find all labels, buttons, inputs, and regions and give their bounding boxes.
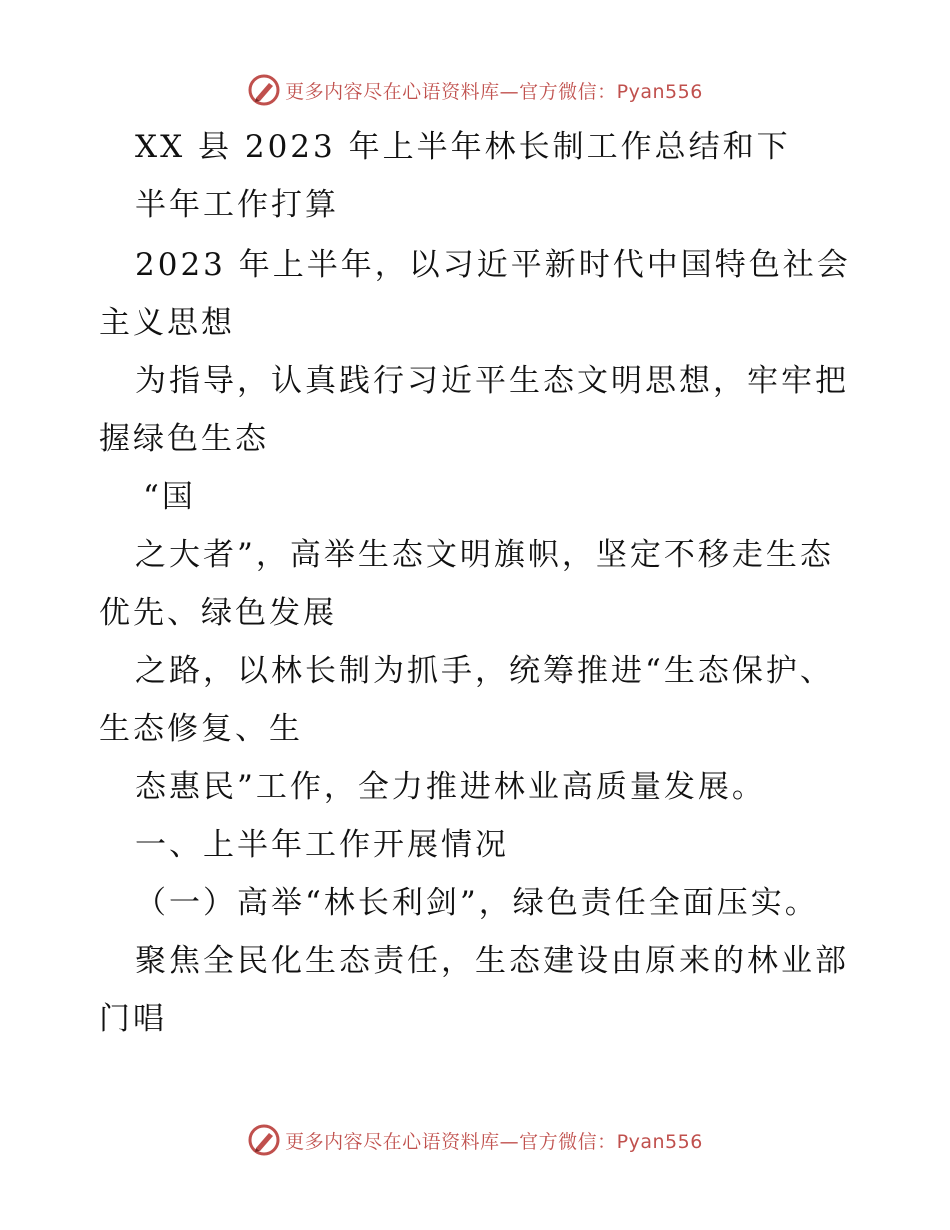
header-watermark-banner [0, 70, 950, 110]
paragraph-line: “国 [143, 479, 196, 515]
paragraph-line: 之路，以林长制为抓手，统筹推进“生态保护、 [135, 653, 834, 689]
watermark-text: 更多内容尽在心语资料库—官方微信：Pyan556 [285, 80, 703, 103]
paragraph-line: 优先、绿色发展 [99, 595, 337, 631]
pen-logo-icon [247, 1123, 281, 1157]
document-title-line-1: XX 县 2023 年上半年林长制工作总结和下 [135, 129, 791, 165]
subsection-heading: （一）高举“林长利剑”，绿色责任全面压实。 [135, 885, 819, 921]
paragraph-line: 为指导，认真践行习近平生态文明思想，牢牢把 [135, 363, 849, 399]
watermark-text: 更多内容尽在心语资料库—官方微信：Pyan556 [285, 1130, 703, 1153]
paragraph-line: 门唱 [99, 1001, 167, 1037]
paragraph-line: 2023 年上半年，以习近平新时代中国特色社会 [135, 247, 851, 283]
paragraph-line: 生态修复、生 [99, 711, 303, 747]
paragraph-line: 态惠民”工作，全力推进林业高质量发展。 [135, 769, 766, 805]
paragraph-line: 之大者”，高举生态文明旗帜，坚定不移走生态 [135, 537, 834, 573]
pen-logo-icon [247, 73, 281, 107]
paragraph-line: 主义思想 [99, 305, 235, 341]
document-title-line-2: 半年工作打算 [135, 187, 339, 223]
footer-watermark-banner [0, 1120, 950, 1160]
paragraph-line: 聚焦全民化生态责任，生态建设由原来的林业部 [135, 943, 849, 979]
section-heading: 一、上半年工作开展情况 [135, 827, 509, 863]
paragraph-line: 握绿色生态 [99, 421, 269, 457]
